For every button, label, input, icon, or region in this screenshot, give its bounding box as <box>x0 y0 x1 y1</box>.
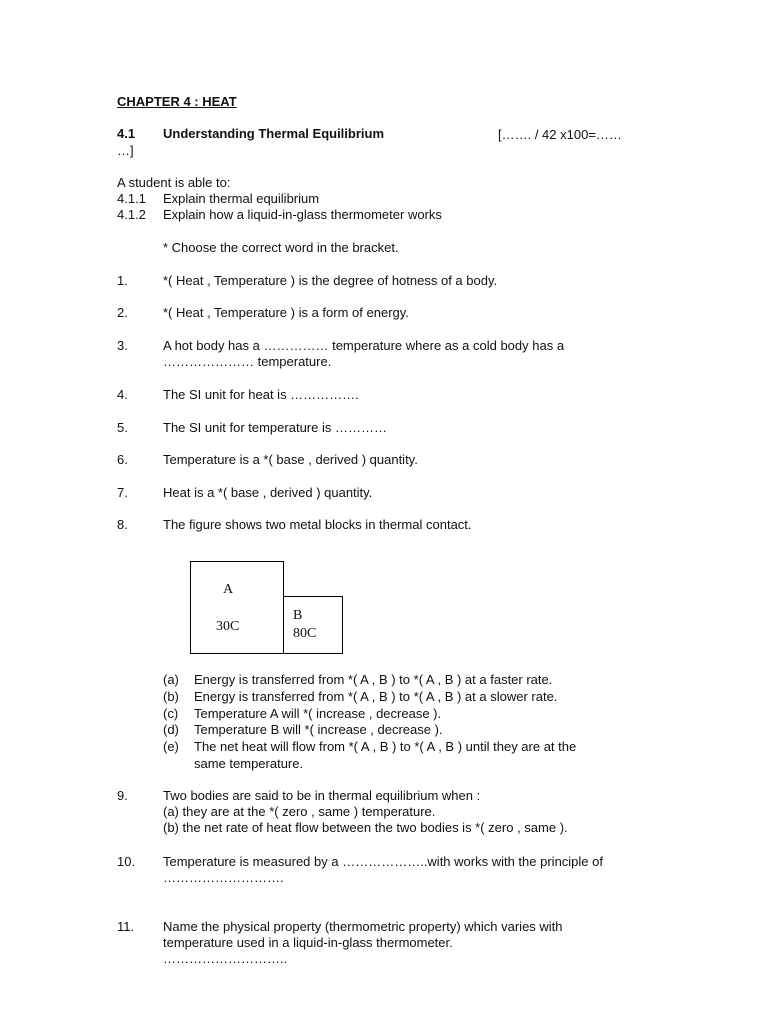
question-text: The SI unit for temperature is ………… <box>163 420 387 435</box>
objectives-intro: A student is able to: <box>117 175 231 190</box>
sub-question-label: (d) <box>163 722 179 737</box>
sub-question-text: (b) the net rate of heat flow between the two bodies is *( zero , same ). <box>163 820 568 835</box>
sub-question-text: Temperature B will *( increase , decrease ). <box>194 722 443 737</box>
sub-question-label: (c) <box>163 706 179 721</box>
question-text-continuation: ……………………….. <box>163 951 288 966</box>
block-b-label: B <box>293 608 303 623</box>
section-number: 4.1 <box>117 126 136 141</box>
sub-question-text: Energy is transferred from *( A , B ) to *( A , B ) at a slower rate. <box>194 689 558 704</box>
sub-question-text: Temperature A will *( increase , decrease ). <box>194 706 442 721</box>
block-b-temperature: 80C <box>293 626 317 641</box>
question-number: 8. <box>117 517 128 532</box>
question-text-continuation: temperature used in a liquid-in-glass thermometer. <box>163 935 453 950</box>
question-number: 11. <box>117 919 135 934</box>
question-text: The figure shows two metal blocks in thermal contact. <box>163 517 472 532</box>
sub-question-text: Energy is transferred from *( A , B ) to *( A , B ) at a faster rate. <box>194 672 553 687</box>
question-number: 9. <box>117 788 128 803</box>
sub-question-text: (a) they are at the *( zero , same ) temperature. <box>163 804 436 819</box>
score-field: [……. / 42 x100=…… <box>498 127 622 142</box>
question-number: 4. <box>117 387 128 402</box>
question-number: 5. <box>117 420 128 435</box>
section-title: Understanding Thermal Equilibrium <box>163 126 385 141</box>
block-a-label: A <box>223 582 234 597</box>
sub-question-label: (b) <box>163 689 179 704</box>
instruction: * Choose the correct word in the bracket. <box>163 240 399 255</box>
question-text: Two bodies are said to be in thermal equilibrium when : <box>163 788 481 803</box>
question-text-continuation: ………………………. <box>163 870 284 885</box>
sub-question-label: (e) <box>163 739 179 754</box>
question-number: 1. <box>117 273 128 288</box>
question-text: Temperature is measured by a ………………..with works with the principle of <box>163 854 603 869</box>
score-field-continuation: …] <box>117 143 134 158</box>
sub-question-text: The net heat will flow from *( A , B ) to *( A , B ) until they are at the <box>194 739 577 754</box>
sub-question-label: (a) <box>163 672 179 687</box>
question-text: *( Heat , Temperature ) is a form of energy. <box>163 305 409 320</box>
question-number: 7. <box>117 485 128 500</box>
question-text: Temperature is a *( base , derived ) quantity. <box>163 452 418 467</box>
sub-question-text-continuation: same temperature. <box>194 756 304 771</box>
objective-text: Explain thermal equilibrium <box>163 191 320 206</box>
chapter-title: CHAPTER 4 : HEAT <box>117 94 237 109</box>
metal-block-a <box>190 561 284 654</box>
question-text: The SI unit for heat is ……………. <box>163 387 359 402</box>
question-text: Heat is a *( base , derived ) quantity. <box>163 485 373 500</box>
question-text-continuation: ………………… temperature. <box>163 354 332 369</box>
objective-text: Explain how a liquid-in-glass thermometer works <box>163 207 442 222</box>
objective-number: 4.1.2 <box>117 207 146 222</box>
question-number: 2. <box>117 305 128 320</box>
objective-number: 4.1.1 <box>117 191 146 206</box>
block-a-temperature: 30C <box>216 619 240 634</box>
question-number: 3. <box>117 338 128 353</box>
question-number: 10. <box>117 854 136 869</box>
metal-block-b <box>283 596 343 654</box>
question-text: Name the physical property (thermometric property) which varies with <box>163 919 563 934</box>
question-number: 6. <box>117 452 128 467</box>
question-text: A hot body has a …………… temperature where as a cold body has a <box>163 338 565 353</box>
question-text: *( Heat , Temperature ) is the degree of hotness of a body. <box>163 273 498 288</box>
